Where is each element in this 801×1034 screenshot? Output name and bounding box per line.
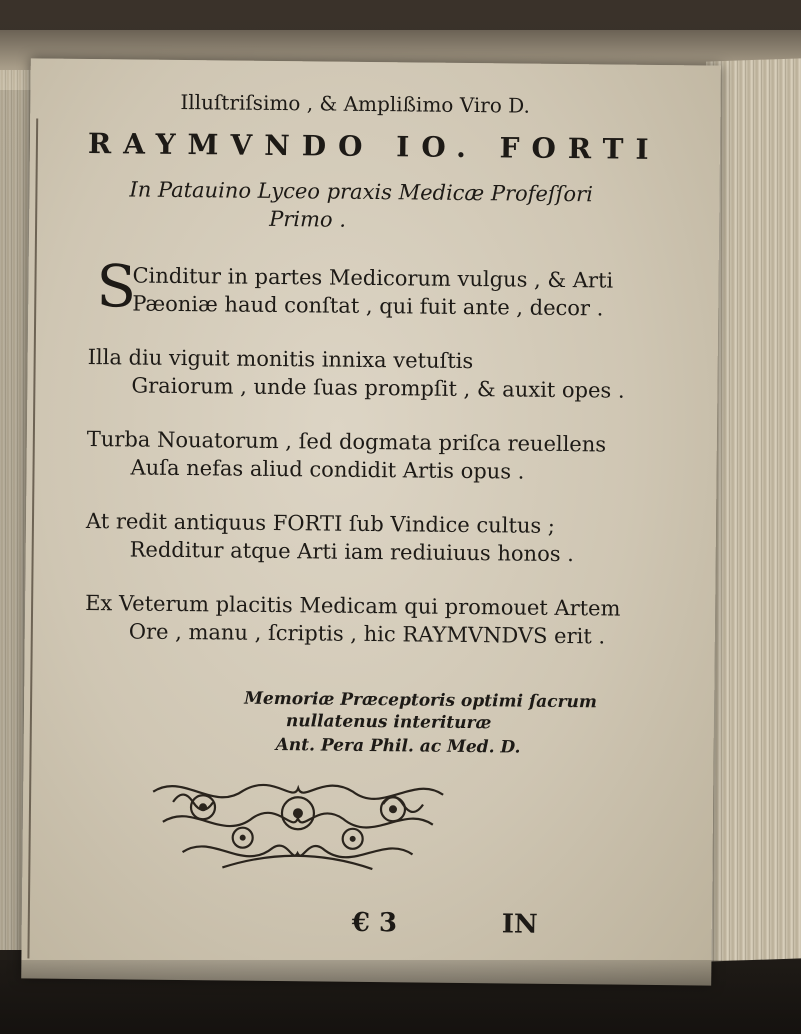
dedicatee-title-line1: In Patauino Lyceo praxis Medicæ Profeſſori (129, 177, 594, 207)
verse-line: Ore , manu , ſcriptis , hic RAYMVNDVS erit . (128, 619, 606, 649)
page-margin-rule (27, 118, 38, 958)
book-page (21, 58, 721, 985)
memoria-line: Memoriæ Præceptoris optimi ſacrum (244, 688, 597, 713)
memoria-line: nullatenus interituræ (285, 711, 492, 734)
dedicatee-name: RAYMVNDO IO. FORTI (87, 127, 661, 167)
dedication-line: Illuſtriſsimo , & Amplißimo Viro D. (180, 89, 531, 118)
verse-line: Graiorum , unde ſuas prompſit , & auxit opes . (131, 373, 625, 403)
bottom-shadow (0, 960, 801, 1034)
floral-vignette-icon (142, 772, 453, 885)
page-content (21, 58, 721, 985)
right-page-stack (706, 58, 801, 961)
verse-line: Turba Nouatorum , ſed dogmata priſca reuellens (86, 427, 607, 457)
signature-mark: € 3 (351, 907, 398, 939)
verse-line: At redit antiquus FORTI ſub Vindice cultus ; (85, 509, 556, 538)
verse-line: Ex Veterum placitis Medicam qui promouet Artem (85, 591, 621, 621)
drop-cap: S (96, 252, 137, 321)
verse-line: Redditur atque Arti iam rediuiuus honos . (129, 537, 575, 567)
verse-line: Auſa nefas aliud condidit Artis opus . (130, 455, 525, 484)
verse-line: Pæoniæ haud conſtat , qui fuit ante , decor . (132, 291, 604, 321)
dedicatee-title-line2: Primo . (269, 206, 347, 232)
verse-line: Cinditur in partes Medicorum vulgus , & Arti (132, 263, 614, 293)
verse-line: Illa diu viguit monitis innixa vetuſtis (87, 345, 474, 374)
catchword: IN (501, 909, 538, 940)
memoria-line: Ant. Pera Phil. ac Med. D. (275, 735, 521, 758)
